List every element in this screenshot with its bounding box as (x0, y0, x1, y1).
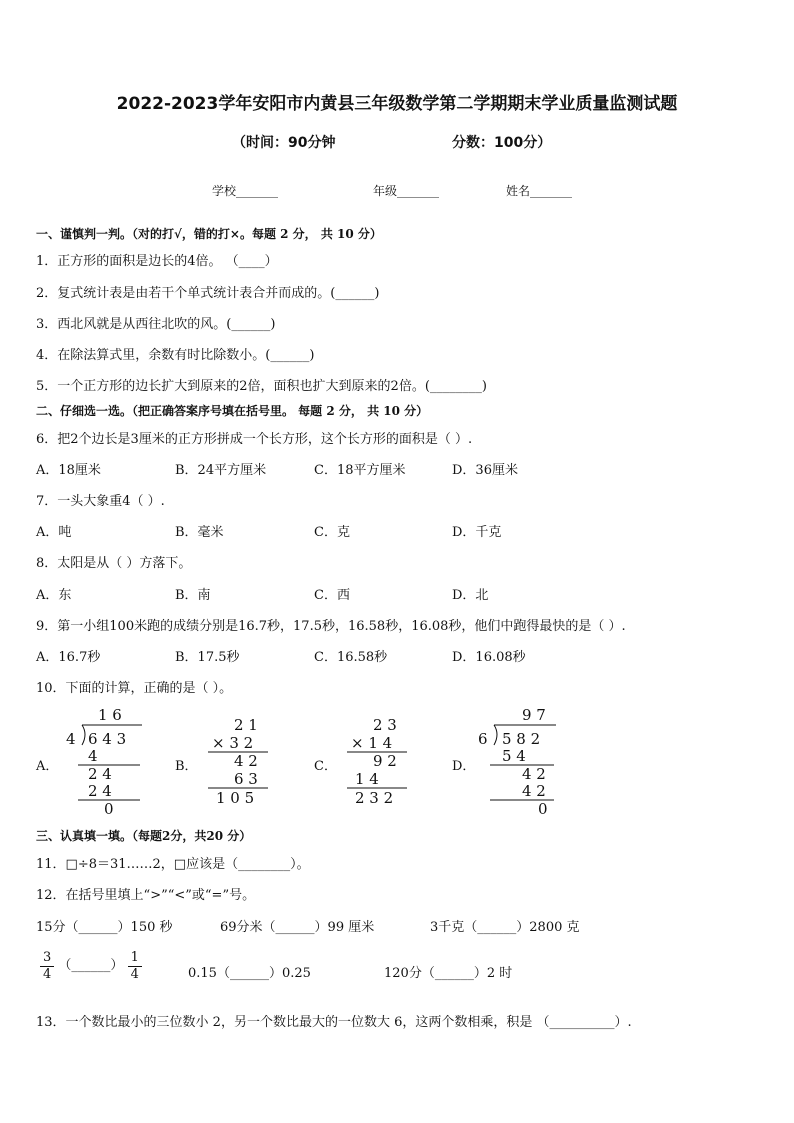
q7-option-b: B．毫米 (175, 525, 224, 540)
calc-b-bottom: × 3 2 (212, 734, 254, 752)
calc-c-result: 2 3 2 (355, 789, 394, 807)
calc-d-dividend: 5 8 2 (502, 730, 541, 748)
question-8: 8．太阳是从（ ）方落下。 (36, 556, 192, 571)
q6-option-c: C．18平方厘米 (314, 463, 406, 478)
calc-d-step1: 5 4 (502, 747, 526, 765)
question-9: 9．第一小组100米跑的成绩分别是16.7秒，17.5秒，16.58秒，16.08秒，他们中跑得最快的是（ ）. (36, 619, 626, 634)
calc-c-bottom: × 1 4 (351, 734, 393, 752)
exam-score: 分数：100分） (452, 135, 552, 151)
q12-fraction-compare (40, 950, 142, 983)
calc-d-divisor: 6 (478, 730, 488, 748)
q9-option-b: B．17.5秒 (175, 650, 240, 665)
question-1: 1．正方形的面积是边长的4倍。 （____） (36, 254, 278, 269)
question-12: 12．在括号里填上“>”“<”或“=”号。 (36, 888, 256, 903)
calc-b-result: 1 0 5 (216, 789, 255, 807)
calc-b-partial2: 6 3 (234, 770, 258, 788)
q10-label-a: A． (36, 759, 59, 774)
calc-d-remainder: 0 (538, 800, 548, 816)
q8-option-c: C．西 (314, 588, 350, 603)
question-6: 6．把2个边长是3厘米的正方形拼成一个长方形，这个长方形的面积是（ ）. (36, 432, 473, 447)
calc-c-multiplication (337, 714, 417, 808)
question-13: 13．一个数比最小的三位数小 2，另一个数比最大的一位数大 6，这两个数相乘，积是 （__________）. (36, 1015, 632, 1030)
fraction-one-quarter: $\frac{1}{4}$ (128, 950, 142, 983)
grade-field: 年级_______ (373, 184, 440, 198)
q12-item-3: 3千克（______）2800 克 (430, 920, 580, 935)
calc-b-partial1: 4 2 (234, 752, 258, 770)
calc-c-top: 2 3 (373, 716, 397, 734)
question-10: 10．下面的计算，正确的是（ ）。 (36, 681, 233, 696)
q8-option-b: B．南 (175, 588, 211, 603)
question-5: 5．一个正方形的边长扩大到原来的2倍，面积也扩大到原来的2倍。(________) (36, 379, 487, 394)
calc-a-remainder: 0 (104, 800, 114, 816)
calc-c-partial1: 9 2 (373, 752, 397, 770)
q12-item-5: 0.15（______）0.25 (188, 966, 311, 981)
calc-b-top: 2 1 (234, 716, 258, 734)
fraction-compare-blank: （______） (58, 958, 124, 973)
section3-heading: 三、认真填一填。（每题2分，共20 分） (36, 829, 252, 843)
q6-option-d: D．36厘米 (452, 463, 518, 478)
q9-option-d: D．16.08秒 (452, 650, 526, 665)
calc-d-step3: 4 2 (522, 782, 546, 800)
calc-a-long-division (60, 704, 150, 816)
calc-a-quotient: 1 6 (98, 706, 122, 724)
calc-a-step1: 4 (88, 747, 98, 765)
section2-heading: 二、仔细选一选。（把正确答案序号填在括号里。 每题 2 分， 共 10 分） (36, 404, 429, 418)
exam-time: （时间：90分钟 (232, 135, 336, 151)
calc-d-bracket-curve (494, 725, 497, 745)
q6-option-b: B．24平方厘米 (175, 463, 267, 478)
page-title: 2022-2023学年安阳市内黄县三年级数学第二学期期末学业质量监测试题 (116, 94, 678, 114)
q9-option-c: C．16.58秒 (314, 650, 388, 665)
calc-a-step2: 2 4 (88, 765, 112, 783)
q10-label-d: D． (452, 759, 476, 774)
calc-b-multiplication (198, 714, 278, 808)
q12-item-2: 69分米（______）99 厘米 (220, 920, 375, 935)
question-4: 4．在除法算式里，余数有时比除数小。(______) (36, 348, 315, 363)
q10-label-b: B． (175, 759, 198, 774)
school-field: 学校_______ (212, 184, 279, 198)
q7-option-c: C．克 (314, 525, 350, 540)
question-7: 7．一头大象重4（ ）. (36, 494, 165, 509)
q6-option-a: A．18厘米 (36, 463, 101, 478)
calc-a-dividend: 6 4 3 (88, 730, 127, 748)
q10-label-c: C． (314, 759, 337, 774)
q9-option-a: A．16.7秒 (36, 650, 101, 665)
q8-option-a: A．东 (36, 588, 72, 603)
calc-a-divisor: 4 (66, 730, 76, 748)
q12-item-6: 120分（______）2 时 (384, 966, 513, 981)
question-3: 3．西北风就是从西往北吹的风。(______) (36, 317, 276, 332)
question-11: 11．□÷8＝31……2，□应该是（________）。 (36, 857, 310, 872)
section1-heading: 一、谨慎判一判。（对的打√，错的打×。每题 2 分， 共 10 分） (36, 227, 382, 241)
calc-d-step2: 4 2 (522, 765, 546, 783)
calc-a-bracket-curve (82, 725, 85, 745)
calc-d-quotient: 9 7 (522, 706, 546, 724)
fraction-three-quarters: $\frac{3}{4}$ (40, 950, 54, 983)
question-2: 2．复式统计表是由若干个单式统计表合并而成的。(______) (36, 286, 380, 301)
q7-option-d: D．千克 (452, 525, 502, 540)
calc-c-partial2: 1 4 (355, 770, 379, 788)
calc-d-long-division (474, 704, 564, 816)
calc-a-step3: 2 4 (88, 782, 112, 800)
name-field: 姓名_______ (506, 184, 573, 198)
q8-option-d: D．北 (452, 588, 489, 603)
q7-option-a: A．吨 (36, 525, 72, 540)
q12-item-1: 15分（______）150 秒 (36, 920, 173, 935)
